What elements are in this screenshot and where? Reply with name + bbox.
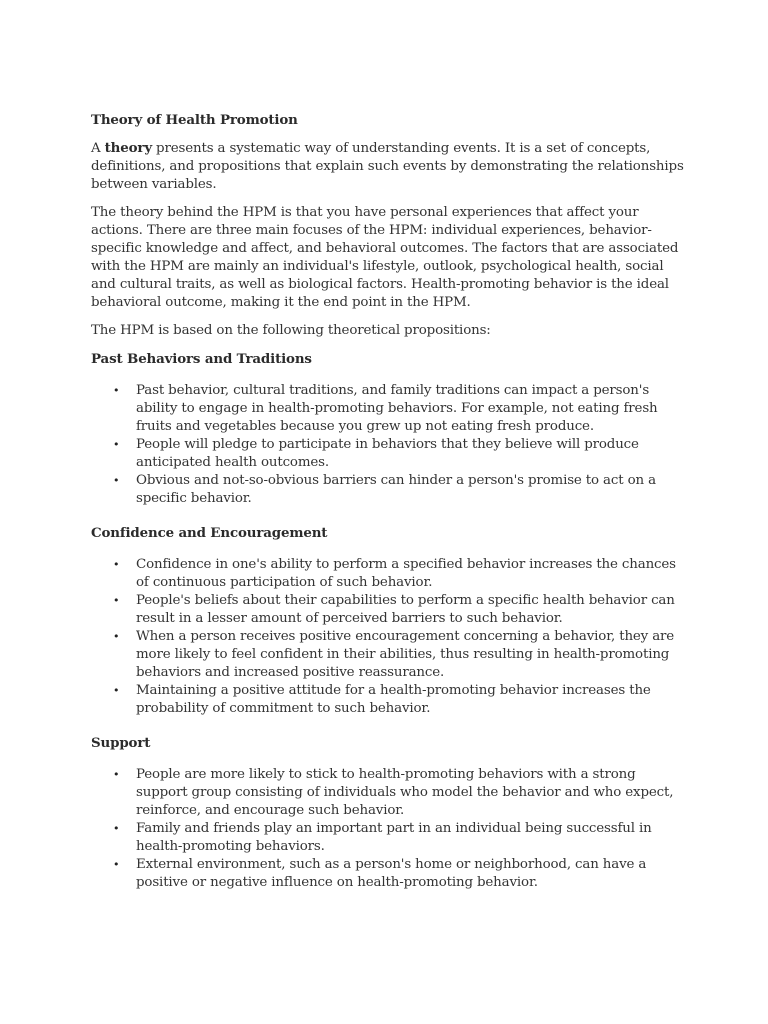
list-item-text: People will pledge to participate in behaviors that they believe will produce anticipated health outcomes. xyxy=(136,437,639,470)
list-item xyxy=(91,820,691,856)
intro-term: theory xyxy=(104,140,152,156)
support-list xyxy=(91,766,691,892)
list-item xyxy=(91,856,691,892)
propositions-paragraph: The HPM is based on the following theoretical propositions: xyxy=(91,323,491,338)
list-item xyxy=(91,592,691,628)
list-item-text: People's beliefs about their capabilities to perform a specific health behavior can result in a lesser amount of perceived barriers to such behavior. xyxy=(136,593,675,626)
section-heading-support: Support xyxy=(91,735,151,751)
list-item-text: When a person receives positive encouragement concerning a behavior, they are more likely to feel confident in their abilities, thus resulting in health-promoting behaviors and increased positive reassurance. xyxy=(136,629,675,680)
bullet-icon: • xyxy=(113,630,120,643)
list-item xyxy=(91,556,691,592)
list-item-text: Past behavior, cultural traditions, and family traditions can impact a person's ability to engage in health-promoting behaviors. For example, not eating fresh fruits and vegetables because you grew up not eating fresh produce. xyxy=(136,383,658,434)
bullet-icon: • xyxy=(113,822,120,835)
bullet-icon: • xyxy=(113,768,120,781)
list-item xyxy=(91,436,691,472)
section-heading-confidence: Confidence and Encouragement xyxy=(91,525,328,541)
document-page xyxy=(91,111,691,908)
bullet-icon: • xyxy=(113,858,120,871)
bullet-icon: • xyxy=(113,438,120,451)
bullet-icon: • xyxy=(113,474,120,487)
list-item-text: External environment, such as a person's home or neighborhood, can have a positive or negative influence on health-promoting behavior. xyxy=(136,857,647,890)
list-item xyxy=(91,766,691,820)
list-item xyxy=(91,382,691,436)
bullet-icon: • xyxy=(113,684,120,697)
intro-prefix: A xyxy=(91,141,105,156)
list-item-text: Obvious and not-so-obvious barriers can hinder a person's promise to act on a specific behavior. xyxy=(136,473,656,506)
list-item-text: People are more likely to stick to health-promoting behaviors with a strong support group consisting of individuals who model the behavior and who expect, reinforce, and encourage such behavior. xyxy=(136,767,674,818)
intro-paragraph xyxy=(91,139,691,194)
list-item-text: Confidence in one's ability to perform a specified behavior increases the chances of continuous participation of such behavior. xyxy=(136,557,676,590)
hpm-paragraph: The theory behind the HPM is that you have personal experiences that affect your actions. There are three main focuses of the HPM: individual experiences, behavior-specific knowledge and affect, and behavioral outcomes. The factors that are associated with the HPM are mainly an individual's lifestyle, outlook, psychological health, social and cultural traits, as well as biological factors. Health-promoting behavior is the ideal behavioral outcome, making it the end point in the HPM. xyxy=(91,205,679,310)
bullet-icon: • xyxy=(113,594,120,607)
document-title: Theory of Health Promotion xyxy=(91,112,298,128)
bullet-icon: • xyxy=(113,558,120,571)
section-heading-past-behaviors: Past Behaviors and Traditions xyxy=(91,351,312,367)
list-item xyxy=(91,628,691,682)
past-behaviors-list xyxy=(91,382,691,508)
list-item-text: Maintaining a positive attitude for a health-promoting behavior increases the probability of commitment to such behavior. xyxy=(136,683,651,716)
list-item xyxy=(91,682,691,718)
intro-rest: presents a systematic way of understanding events. It is a set of concepts, definitions, and propositions that explain such events by demonstrating the relationships between variables. xyxy=(91,141,684,192)
list-item-text: Family and friends play an important part in an individual being successful in health-promoting behaviors. xyxy=(136,821,652,854)
bullet-icon: • xyxy=(113,384,120,397)
confidence-list xyxy=(91,556,691,718)
list-item xyxy=(91,472,691,508)
